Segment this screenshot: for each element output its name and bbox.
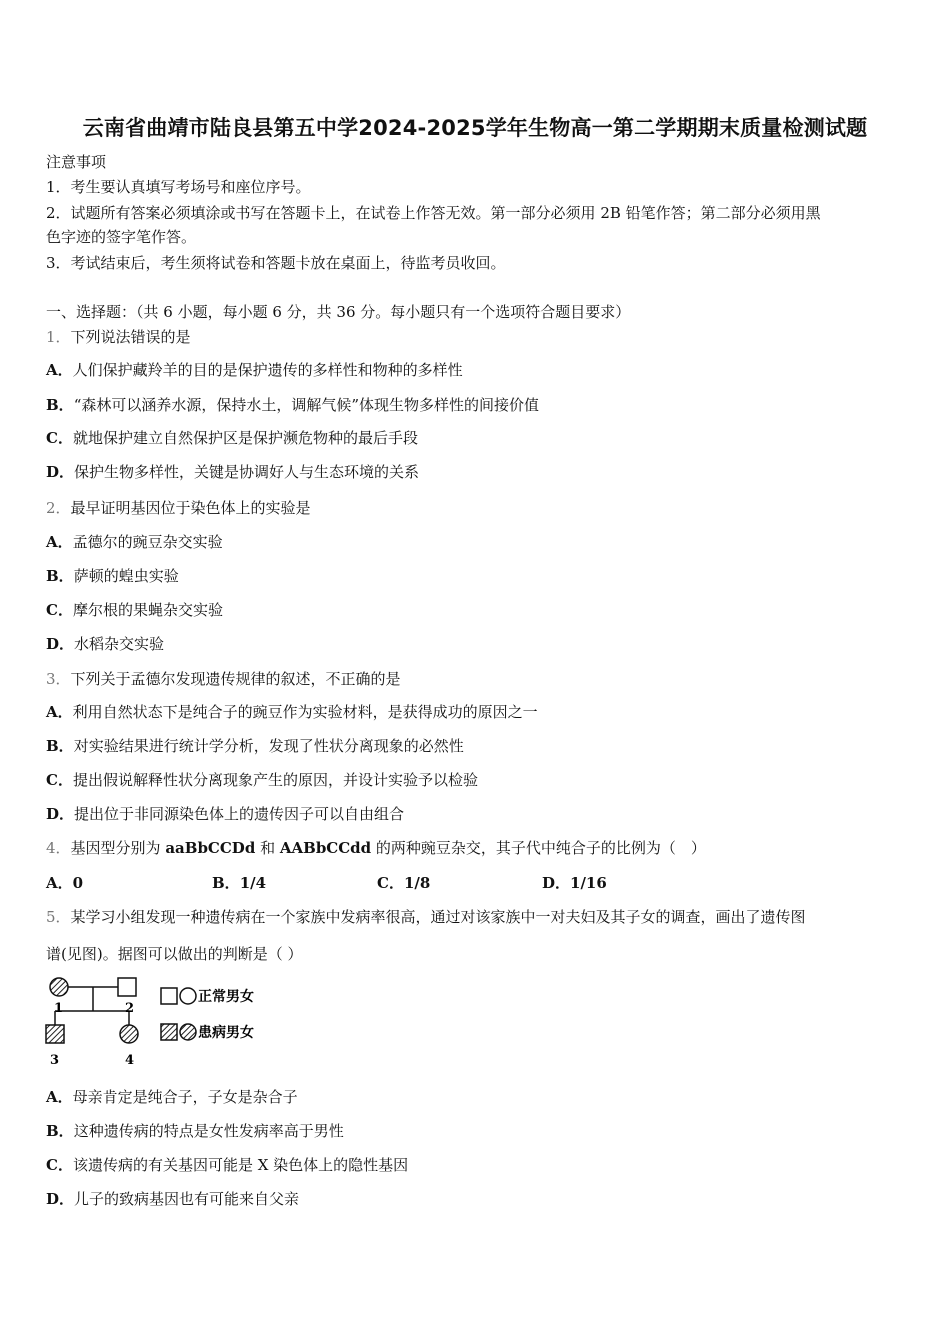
pedigree-label: 2	[125, 1001, 135, 1016]
legend-affected-female-icon	[180, 1024, 196, 1040]
notice-item: 1．考生要认真填写考场号和座位序号。	[46, 178, 311, 196]
option-a: A．0	[46, 874, 84, 892]
affected-female-symbol	[120, 1025, 138, 1043]
question-number: 3．	[46, 670, 71, 688]
option-b: B．对实验结果进行统计学分析，发现了性状分离现象的必然性	[46, 737, 464, 755]
question-number: 5．	[46, 908, 71, 926]
option-a: A．孟德尔的豌豆杂交实验	[46, 533, 223, 551]
option-c: C．就地保护建立自然保护区是保护濒危物种的最后手段	[46, 429, 418, 447]
option-b: B．1/4	[212, 874, 267, 892]
pedigree-figure	[40, 972, 300, 1072]
legend-normal-female-icon	[180, 988, 196, 1004]
option-d: D．保护生物多样性，关键是协调好人与生态环境的关系	[46, 463, 420, 481]
pedigree-label: 4	[125, 1053, 135, 1068]
option-b: B．这种遗传病的特点是女性发病率高于男性	[46, 1122, 344, 1140]
option-b: B．“森林可以涵养水源，保持水土，调解气候”体现生物多样性的间接价值	[46, 396, 540, 414]
option-d: D．水稻杂交实验	[46, 635, 165, 653]
notice-item: 3．考试结束后，考生须将试卷和答题卡放在桌面上，待监考员收回。	[46, 254, 506, 272]
legend-normal-male-icon	[161, 988, 177, 1004]
option-c: C．该遗传病的有关基因可能是 X 染色体上的隐性基因	[46, 1156, 409, 1174]
option-d: D．提出位于非同源染色体上的遗传因子可以自由组合	[46, 805, 405, 823]
affected-female-symbol	[50, 978, 68, 996]
genotype-2: AABbCCdd	[279, 839, 372, 857]
section-heading: 一、选择题：（共 6 小题，每小题 6 分，共 36 分。每小题只有一个选项符合题目要求）	[46, 303, 631, 321]
legend-normal-label: 正常男女	[198, 989, 254, 1005]
option-d: D．1/16	[542, 874, 607, 892]
question-stem: 1．下列说法错误的是	[46, 328, 191, 346]
option-a: A．母亲肯定是纯合子，子女是杂合子	[46, 1088, 298, 1106]
legend-affected-male-icon	[161, 1024, 177, 1040]
question-stem: 3．下列关于孟德尔发现遗传规律的叙述，不正确的是	[46, 670, 401, 688]
question-stem: 5．某学习小组发现一种遗传病在一个家族中发病率很高，通过对该家族中一对夫妇及其子女的调查，画出了遗传图	[46, 908, 806, 926]
question-number: 2．	[46, 499, 71, 517]
legend-affected-label: 患病男女	[198, 1025, 254, 1041]
question-stem-cont: 谱(见图)。据图可以做出的判断是（ ）	[46, 945, 303, 963]
notice-item: 色字迹的签字笔作答。	[46, 228, 197, 246]
normal-male-symbol	[118, 978, 136, 996]
affected-male-symbol	[46, 1025, 64, 1043]
option-c: C．提出假说解释性状分离现象产生的原因，并设计实验予以检验	[46, 771, 478, 789]
option-d: D．儿子的致病基因也有可能来自父亲	[46, 1190, 300, 1208]
option-c: C．摩尔根的果蝇杂交实验	[46, 601, 223, 619]
option-a: A．人们保护藏羚羊的目的是保护遗传的多样性和物种的多样性	[46, 361, 463, 379]
pedigree-label: 3	[50, 1053, 60, 1068]
question-stem: 4．基因型分别为 aaBbCCDd 和 AABbCCdd 的两种豌豆杂交，其子代中纯合子的比例为（ ）	[46, 839, 706, 857]
genotype-1: aaBbCCDd	[165, 839, 256, 857]
option-c: C．1/8	[377, 874, 431, 892]
option-a: A．利用自然状态下是纯合子的豌豆作为实验材料，是获得成功的原因之一	[46, 703, 538, 721]
question-stem: 2．最早证明基因位于染色体上的实验是	[46, 499, 311, 517]
notice-heading: 注意事项	[46, 153, 107, 171]
question-number: 1．	[46, 328, 71, 346]
notice-item: 2．试题所有答案必须填涂或书写在答题卡上，在试卷上作答无效。第一部分必须用 2B 铅笔作答；第二部分必须用黑	[46, 204, 821, 222]
page-title: 云南省曲靖市陆良县第五中学2024-2025学年生物高一第二学期期末质量检测试题	[82, 116, 868, 140]
option-b: B．萨顿的蝗虫实验	[46, 567, 179, 585]
question-number: 4．	[46, 839, 71, 857]
pedigree-label: 1	[54, 1001, 64, 1016]
